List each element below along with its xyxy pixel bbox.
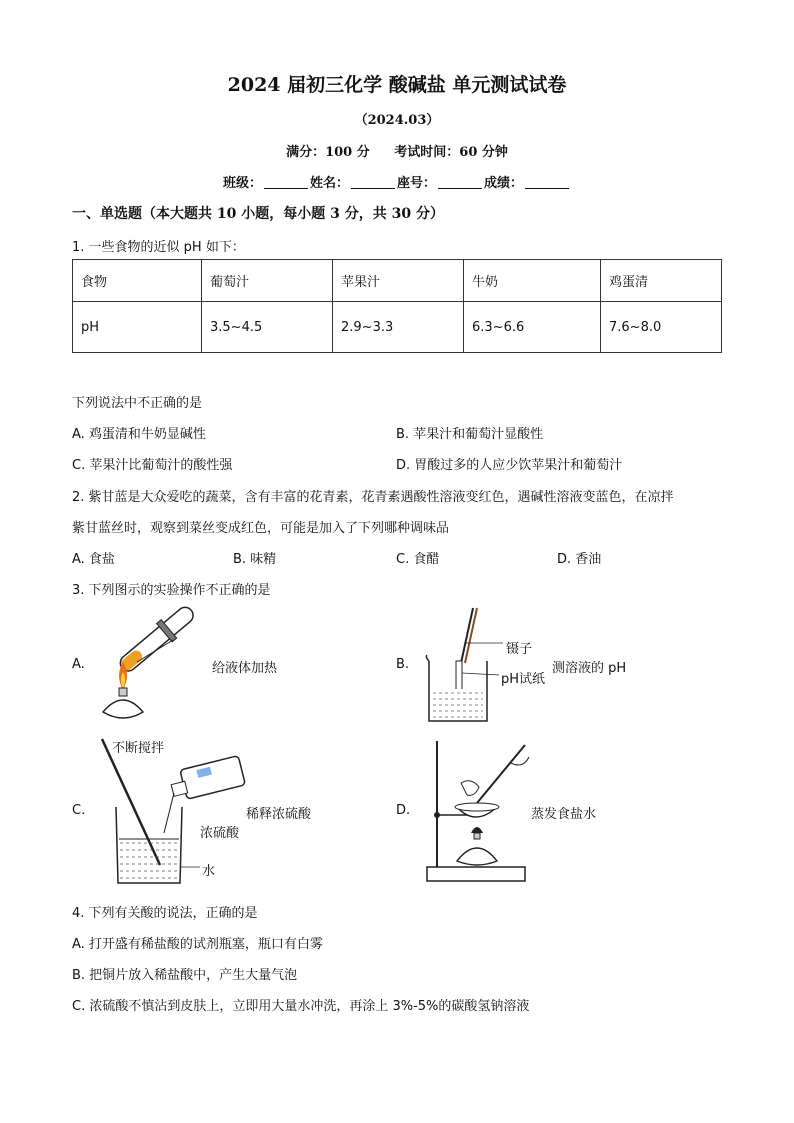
name-blank [351, 188, 395, 189]
ph-paper-label: pH试纸 [501, 672, 546, 687]
dilute-acid-figure [100, 735, 250, 887]
q1-option-b[interactable]: B. 苹果汁和葡萄汁显酸性 [396, 427, 544, 442]
q4-option-a[interactable]: A. 打开盛有稀盐酸的试剂瓶塞，瓶口有白雾 [72, 937, 323, 952]
table-cell: 葡萄汁 [202, 260, 333, 302]
ph-test-figure [425, 603, 565, 728]
heating-liquid-figure [95, 600, 215, 730]
seat-blank [438, 188, 482, 189]
grade-label: 成绩： [484, 176, 524, 191]
section-title: 一、单选题（本大题共 10 小题，每小题 3 分，共 30 分） [72, 206, 444, 222]
exam-time: 考试时间：60 分钟 [394, 145, 508, 160]
q3-c-caption: 稀释浓硫酸 [246, 807, 312, 822]
q2-stem-line2: 紫甘蓝丝时，观察到菜丝变成红色，可能是加入了下列哪种调味品 [72, 521, 450, 536]
q3-option-d-letter[interactable]: D. [396, 803, 411, 818]
score-time-line [0, 141, 794, 160]
water-label: 水 [202, 864, 216, 879]
table-cell: 鸡蛋清 [601, 260, 722, 302]
q2-option-c[interactable]: C. 食醋 [396, 552, 440, 567]
q1-option-d[interactable]: D. 胃酸过多的人应少饮苹果汁和葡萄汁 [396, 458, 623, 473]
q3-d-caption: 蒸发食盐水 [531, 807, 597, 822]
q2-stem-line1: 2. 紫甘蓝是大众爱吃的蔬菜，含有丰富的花青素，花青素遇酸性溶液变红色，遇碱性溶液变蓝色，在凉拌 [72, 490, 674, 505]
table-cell: 食物 [73, 260, 202, 302]
table-cell: 6.3~6.6 [464, 302, 601, 353]
table-cell: pH [73, 302, 202, 353]
q4-option-c[interactable]: C. 浓硫酸不慎沾到皮肤上，立即用大量水冲洗，再涂上 3%-5%的碳酸氢钠溶液 [72, 999, 530, 1014]
table-cell: 3.5~4.5 [202, 302, 333, 353]
full-score: 满分：100 分 [286, 145, 370, 160]
ph-table [72, 259, 722, 353]
q2-option-b[interactable]: B. 味精 [233, 552, 277, 567]
table-cell: 2.9~3.3 [333, 302, 464, 353]
q2-option-a[interactable]: A. 食盐 [72, 552, 115, 567]
acid-label: 浓硫酸 [200, 826, 240, 841]
q1-stem: 1. 一些食物的近似 pH 如下： [72, 240, 245, 255]
q3-b-caption: 测溶液的 pH [552, 661, 627, 676]
tweezers-label: 镊子 [506, 642, 533, 657]
page-title: 2024 届初三化学 酸碱盐 单元测试试卷 [227, 74, 567, 96]
q1-question: 下列说法中不正确的是 [72, 396, 203, 411]
table-cell: 牛奶 [464, 260, 601, 302]
q3-option-c-letter[interactable]: C. [72, 803, 86, 818]
student-info-line [0, 172, 794, 191]
grade-blank [525, 188, 569, 189]
table-header-row [73, 260, 722, 302]
q3-stem: 3. 下列图示的实验操作不正确的是 [72, 583, 271, 598]
table-cell: 苹果汁 [333, 260, 464, 302]
exam-date: （2024.03） [354, 113, 440, 128]
q3-option-b-letter[interactable]: B. [396, 657, 410, 672]
q4-stem: 4. 下列有关酸的说法，正确的是 [72, 906, 258, 921]
evaporation-figure [425, 737, 545, 887]
q4-option-b[interactable]: B. 把铜片放入稀盐酸中，产生大量气泡 [72, 968, 298, 983]
q3-option-a-letter[interactable]: A. [72, 657, 85, 672]
table-row [73, 302, 722, 353]
q2-option-d[interactable]: D. 香油 [557, 552, 602, 567]
stir-label: 不断搅拌 [112, 741, 165, 756]
name-label: 姓名： [309, 176, 349, 191]
seat-label: 座号： [397, 176, 437, 191]
class-blank [264, 188, 308, 189]
q3-a-caption: 给液体加热 [212, 661, 278, 676]
class-label: 班级： [222, 176, 262, 191]
table-cell: 7.6~8.0 [601, 302, 722, 353]
q1-option-a[interactable]: A. 鸡蛋清和牛奶显碱性 [72, 427, 206, 442]
q1-option-c[interactable]: C. 苹果汁比葡萄汁的酸性强 [72, 458, 233, 473]
